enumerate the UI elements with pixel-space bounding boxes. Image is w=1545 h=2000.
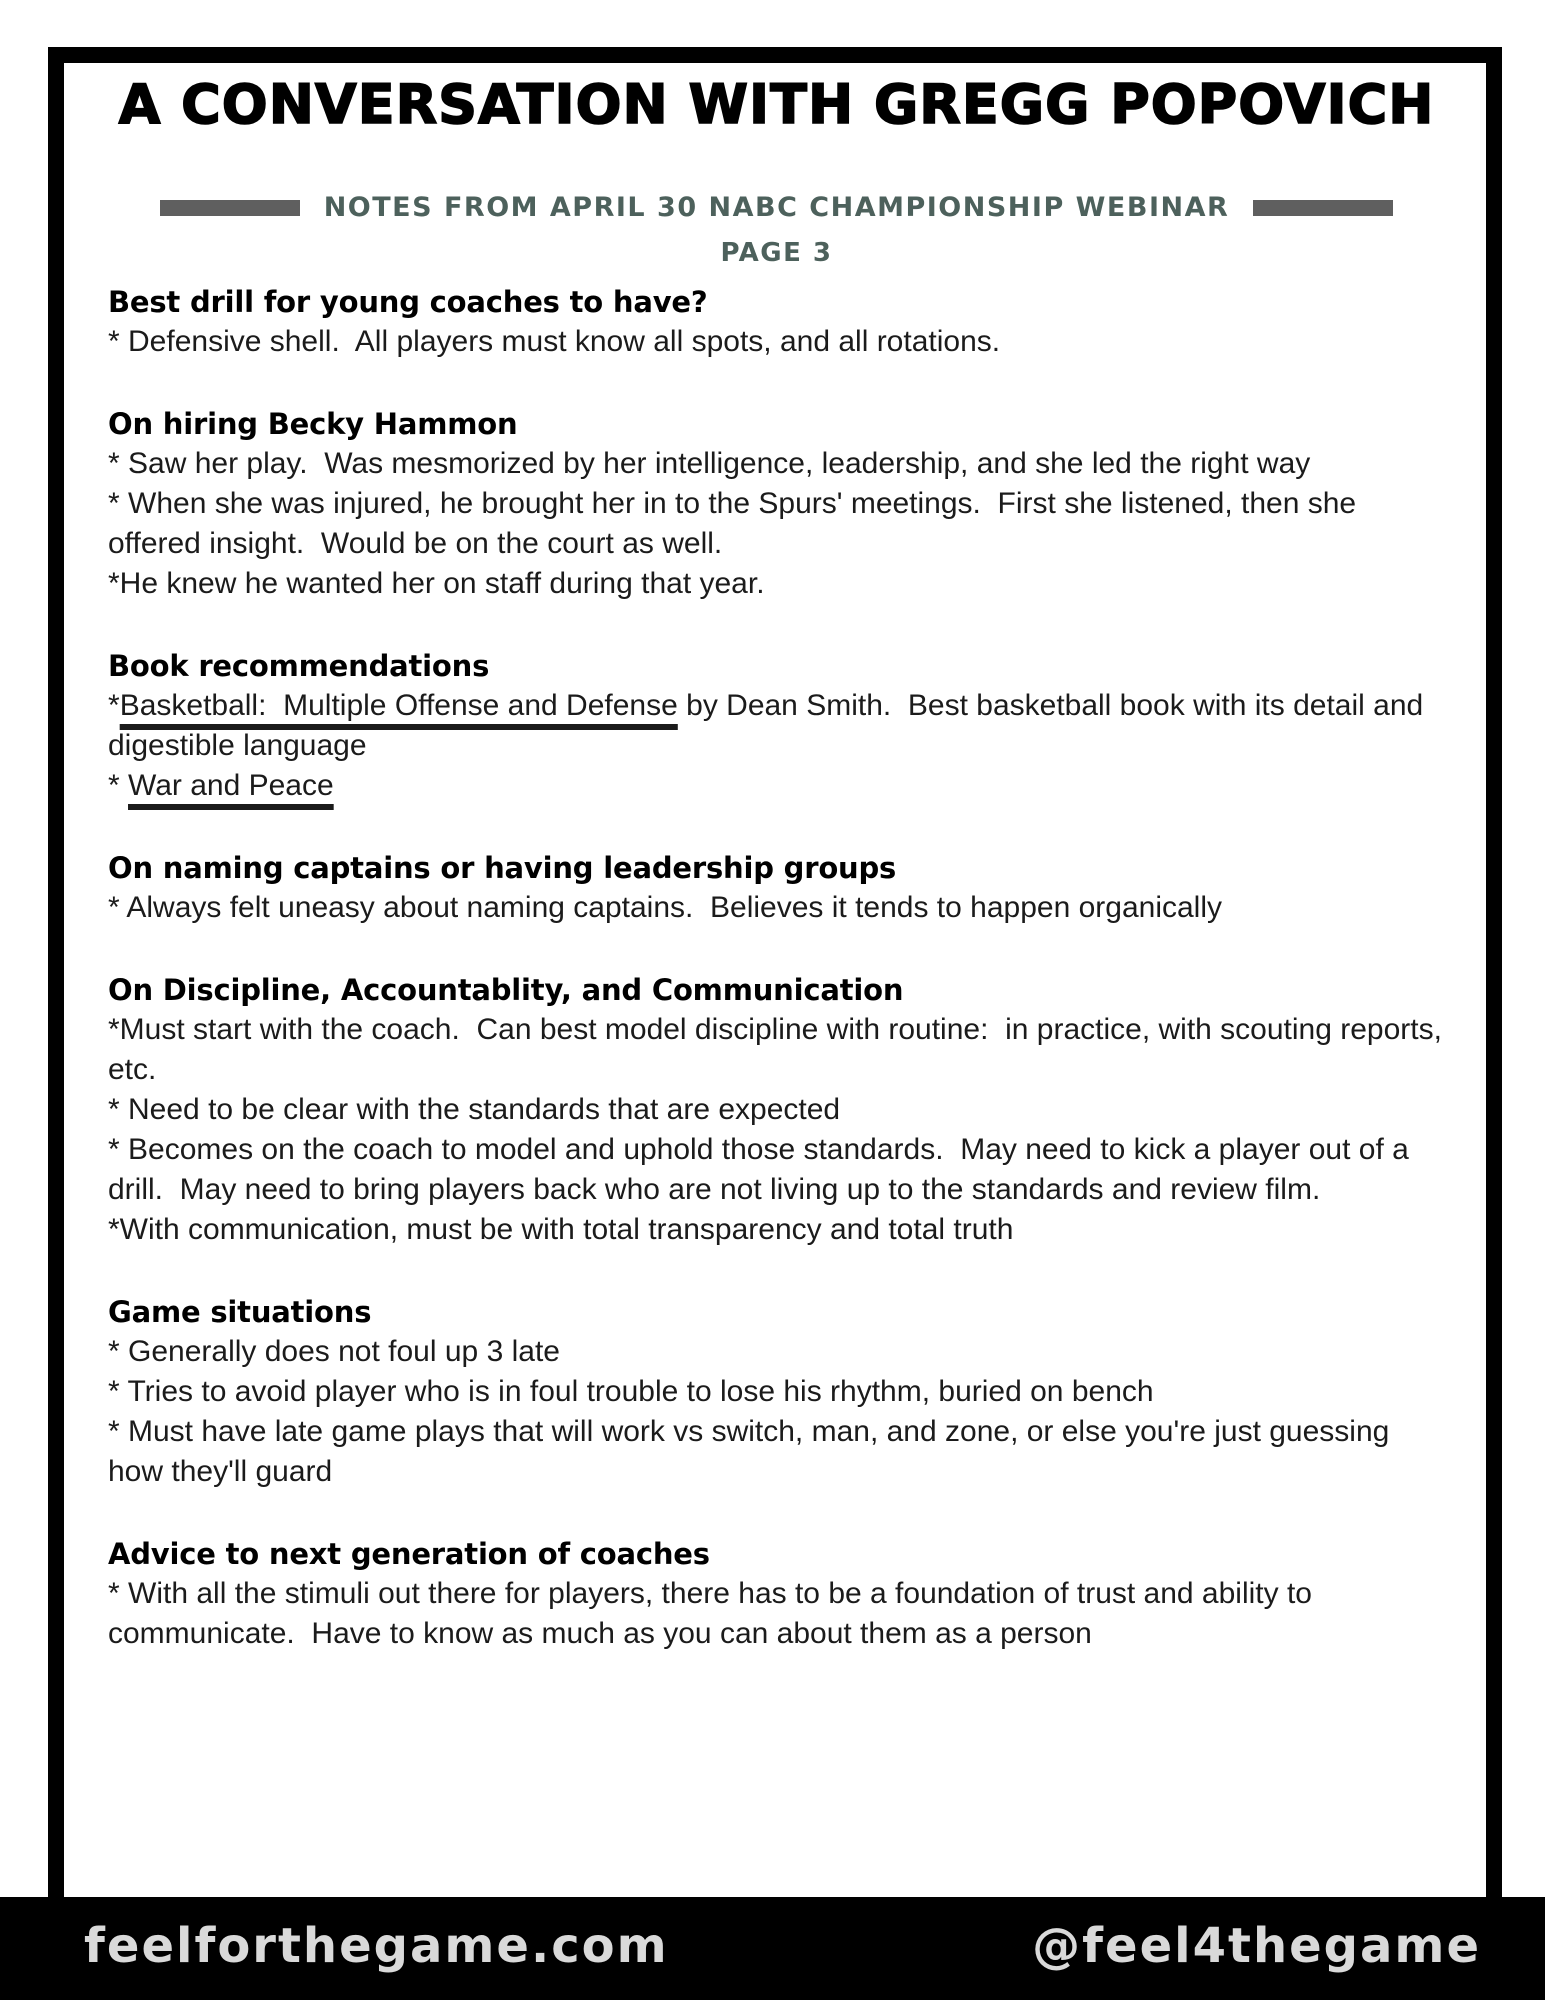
- section-becky-hammon: [108, 404, 1445, 604]
- book-title-underlined: Basketball: Multiple Offense and Defense: [119, 689, 678, 722]
- footer-social-handle: @feel4thegame: [1032, 1917, 1481, 1974]
- section-heading: On naming captains or having leadership groups: [108, 851, 897, 885]
- note-item: * Need to be clear with the standards that are expected: [108, 1093, 841, 1126]
- footer-bar: [0, 1897, 1545, 2000]
- footer-website: feelforthegame.com: [84, 1917, 669, 1974]
- book-title-underlined: War and Peace: [128, 769, 334, 802]
- section-heading: Game situations: [108, 1295, 372, 1329]
- subtitle-row: [108, 190, 1445, 226]
- note-item: * Generally does not foul up 3 late: [108, 1335, 560, 1368]
- note-item: *He knew he wanted her on staff during that year.: [108, 567, 765, 600]
- note-item: * When she was injured, he brought her in to the Spurs' meetings. First she listened, then she offered insight. Would be on the court as well.: [108, 487, 1365, 560]
- note-text: *: [108, 769, 129, 802]
- note-item: * Saw her play. Was mesmorized by her intelligence, leadership, and she led the right way: [108, 447, 1311, 480]
- note-item: [108, 686, 1445, 766]
- section-heading: Advice to next generation of coaches: [108, 1537, 710, 1571]
- subtitle-text: NOTES FROM APRIL 30 NABC CHAMPIONSHIP WEBINAR: [323, 192, 1230, 223]
- section-advice: [108, 1534, 1445, 1654]
- note-text: by Dean Smith. Best basketball book with its detail and digestible language: [108, 689, 1432, 762]
- page-number-label: PAGE 3: [720, 238, 833, 268]
- page-title: A CONVERSATION WITH GREGG POPOVICH: [118, 73, 1435, 136]
- section-best-drill: [108, 282, 1445, 362]
- section-heading: On hiring Becky Hammon: [108, 407, 518, 441]
- section-naming-captains: [108, 848, 1445, 928]
- note-item: * With all the stimuli out there for players, there has to be a foundation of trust and ability to communicate. Have to know as much as you can about them as a person: [108, 1577, 1321, 1650]
- section-game-situations: [108, 1292, 1445, 1492]
- note-item: * Becomes on the coach to model and uphold those standards. May need to kick a player out of a drill. May need to bring players back who are not living up to the standards and review film.: [108, 1133, 1418, 1206]
- note-item: * Always felt uneasy about naming captains. Believes it tends to happen organically: [108, 891, 1223, 924]
- note-text: *: [108, 689, 120, 722]
- subtitle-bar-left: [160, 200, 300, 216]
- note-item: *With communication, must be with total transparency and total truth: [108, 1213, 1014, 1246]
- document-header: [108, 72, 1445, 268]
- section-heading: Book recommendations: [108, 649, 490, 683]
- note-item: [108, 766, 1445, 806]
- note-item: * Must have late game plays that will work vs switch, man, and zone, or else you're just guessing how they'll guard: [108, 1415, 1398, 1488]
- note-item: * Defensive shell. All players must know all spots, and all rotations.: [108, 325, 1001, 358]
- section-heading: Best drill for young coaches to have?: [108, 285, 708, 319]
- notes-body: [108, 282, 1451, 1654]
- note-item: *Must start with the coach. Can best model discipline with routine: in practice, with scouting reports, etc.: [108, 1013, 1451, 1086]
- section-heading: On Discipline, Accountablity, and Communication: [108, 973, 904, 1007]
- note-item: * Tries to avoid player who is in foul trouble to lose his rhythm, buried on bench: [108, 1375, 1154, 1408]
- section-book-recommendations: [108, 646, 1445, 806]
- subtitle-bar-right: [1253, 200, 1393, 216]
- section-discipline: [108, 970, 1451, 1250]
